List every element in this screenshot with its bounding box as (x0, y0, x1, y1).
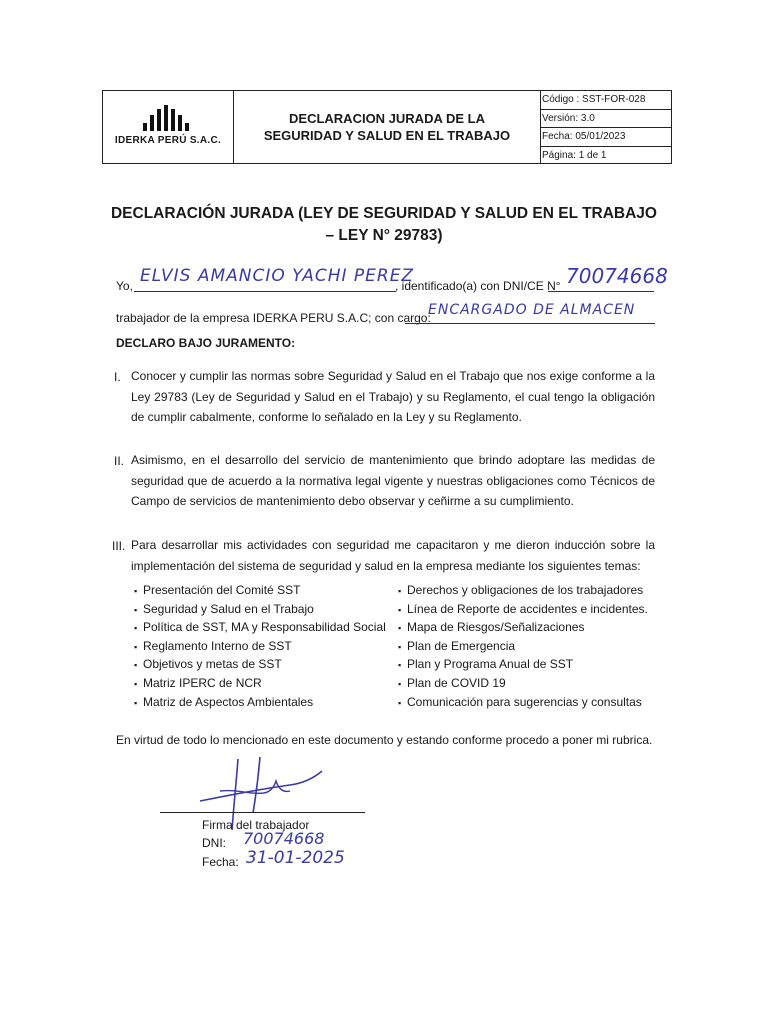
form-date: Fecha: 05/01/2023 (541, 128, 671, 147)
topics-right-list (398, 582, 648, 712)
list-item: ▪ Presentación del Comité SST (134, 583, 301, 597)
employer-label: trabajador de la empresa IDERKA PERU S.A.C; con cargo: (116, 311, 431, 325)
closing-statement: En virtud de todo lo mencionado en este documento y estando conforme procedo a poner mi rubrica. (116, 733, 653, 747)
list-item: ▪ Política de SST, MA y Responsabilidad Social (134, 620, 386, 635)
worker-name: ELVIS AMANCIO YACHI PEREZ (140, 266, 415, 286)
list-item: ▪ Matriz IPERC de NCR (134, 675, 262, 690)
name-underline (134, 291, 396, 292)
cargo-underline (405, 323, 655, 324)
list-item: ▪ Matriz de Aspectos Ambientales (134, 694, 314, 709)
logo-cell (103, 91, 234, 163)
form-page: Página: 1 de 1 (542, 149, 607, 161)
signature-line (160, 812, 365, 813)
company-logo-icon (141, 105, 197, 131)
yo-label: Yo, (116, 279, 133, 293)
topics-left-list (134, 582, 386, 712)
list-item: ▪ Reglamento Interno de SST (134, 638, 292, 653)
item-text: Conocer y cumplir las normas sobre Seguridad y Salud en el Trabajo que nos exige conforme a la Ley 29783 (Ley de Seguridad y Salud en el Trabajo) y su Reglamento, el cual tengo la obligación de cumplir cabalmente, conforme lo señalado en la Ley y su Reglamento. (131, 369, 655, 424)
form-title: DECLARACION JURADA DE LA SEGURIDAD Y SALUD EN EL TRABAJO (234, 91, 541, 163)
item-number: I. (114, 370, 121, 384)
list-item: ▪ Objetivos y metas de SST (134, 657, 282, 672)
date-label: Fecha: (202, 855, 239, 869)
list-item: ▪ Plan de Emergencia (398, 638, 516, 653)
list-item: ▪ Mapa de Riesgos/Señalizaciones (398, 620, 585, 635)
worker-dni: 70074668 (566, 264, 668, 288)
company-name: IDERKA PERÚ S.A.C. (114, 135, 222, 146)
item-number: III. (112, 539, 126, 553)
form-code: Código : SST-FOR-028 (541, 91, 671, 110)
list-item: ▪ Comunicación para sugerencias y consultas (398, 694, 642, 709)
document-header (102, 90, 672, 164)
list-item: ▪ Seguridad y Salud en el Trabajo (134, 601, 314, 616)
list-item: ▪ Plan de COVID 19 (398, 675, 506, 690)
item-text: Para desarrollar mis actividades con seguridad me capacitaron y me dieron inducción sobre la implementación del sistema de seguridad y salud en la empresa mediante los siguientes temas: (131, 538, 655, 573)
worker-position: ENCARGADO DE ALMACEN (428, 302, 636, 318)
item-text: Asimismo, en el desarrollo del servicio de mantenimiento que brindo adoptare las medidas de seguridad que de acuerdo a la normativa legal vigente y nuestras obligaciones como Técnicos de Campo de servicios de mantenimiento debo observar y ceñirme a su cumplimiento. (131, 453, 655, 508)
signature-date: 31-01-2025 (246, 848, 345, 868)
signature-label: Firma del trabajador (202, 818, 310, 832)
document-title: DECLARACIÓN JURADA (LEY DE SEGURIDAD Y SALUD EN EL TRABAJO – LEY N° 29783) (110, 205, 657, 244)
id-label: , identificado(a) con DNI/CE N° (395, 279, 561, 293)
signature-dni: 70074668 (243, 829, 325, 848)
dni-underline (548, 291, 654, 292)
list-item: ▪ Plan y Programa Anual de SST (398, 657, 574, 672)
form-version: Versión: 3.0 (541, 110, 671, 129)
list-item: ▪ Derechos y obligaciones de los trabajadores (398, 583, 644, 597)
form-metadata (541, 91, 671, 163)
oath-heading: DECLARO BAJO JURAMENTO: (116, 336, 296, 350)
item-number: II. (114, 454, 125, 468)
dni-label: DNI: (202, 836, 226, 850)
list-item: ▪ Línea de Reporte de accidentes e incidentes. (398, 601, 648, 616)
